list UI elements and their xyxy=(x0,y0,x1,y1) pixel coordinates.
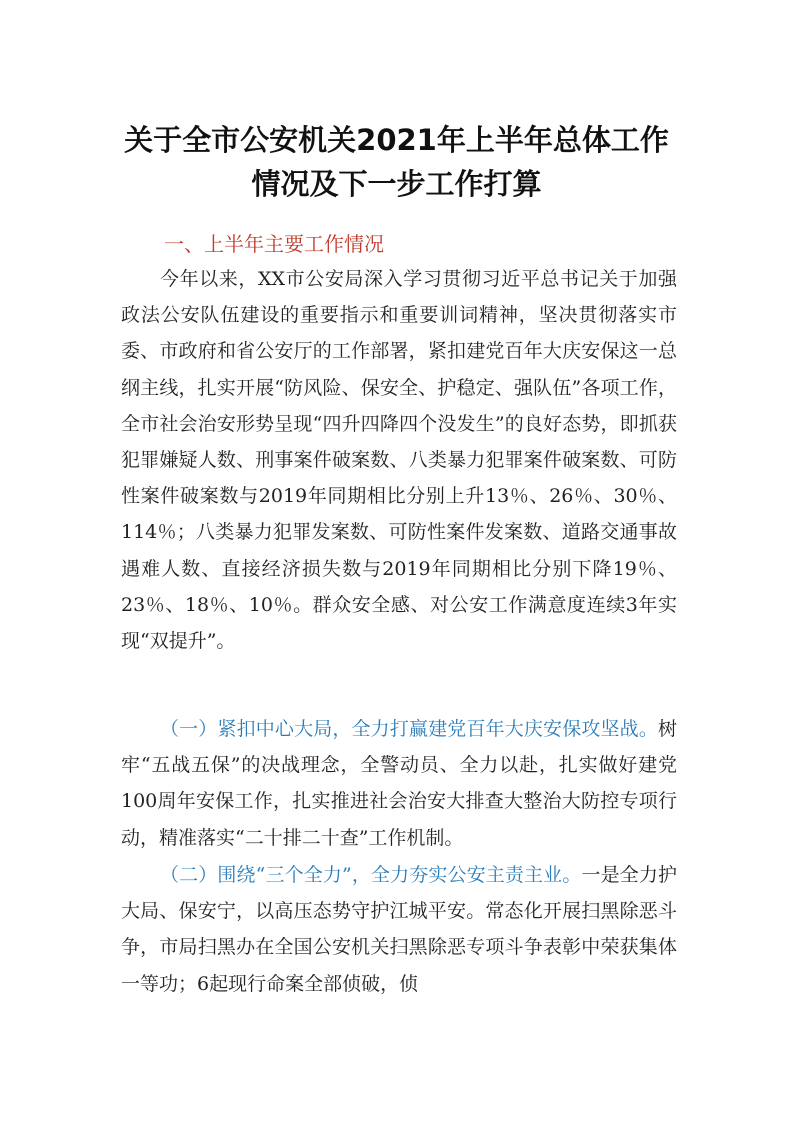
paragraph-subsection-1 xyxy=(121,711,677,856)
section-heading-1: 一、上半年主要工作情况 xyxy=(164,232,384,256)
paragraph-subsection-2 xyxy=(121,857,677,1002)
subsection-heading-1: （一）紧扣中心大局，全力打赢建党百年大庆安保攻坚战。 xyxy=(160,718,658,740)
subsection-body-2: 一是全力护大局、保安宁，以高压态势守护江城平安。常态化开展扫黑除恶斗争，市局扫黑办在全国公安机关扫黑除恶专项斗争表彰中荣获集体一等功；6起现行命案全部侦破，侦 xyxy=(121,864,677,995)
document-title-line-2: 情况及下一步工作打算 xyxy=(251,167,542,201)
subsection-heading-2: （二）围绕“三个全力”，全力夯实公安主责主业。 xyxy=(160,864,582,886)
subsection-body-1: 树牢“五战五保”的决战理念，全警动员、全力以赴，扎实做好建党100周年安保工作，扎实推进社会治安大排查大整治大防控专项行动，精准落实“二十排二十查”工作机制。 xyxy=(121,718,677,849)
paragraph-summary: 今年以来，XX市公安局深入学习贯彻习近平总书记关于加强政法公安队伍建设的重要指示和重要训词精神，坚决贯彻落实市委、市政府和省公安厅的工作部署，紧扣建党百年大庆安保这一总纲主线，扎实开展“防风险、保安全、护稳定、强队伍”各项工作，全市社会治安形势呈现“四升四降四个没发生”的良好态势，即抓获犯罪嫌疑人数、刑事案件破案数、八类暴力犯罪案件破案数、可防性案件破案数与2019年同期相比分别上升13％、26％、30％、114％；八类暴力犯罪发案数、可防性案件发案数、道路交通事故遇难人数、直接经济损失数与2019年同期相比分别下降19％、23％、18％、10％。群众安全感、对公安工作满意度连续3年实现“双提升”。 xyxy=(121,268,677,653)
document-title-line-1: 关于全市公安机关2021年上半年总体工作 xyxy=(124,123,669,157)
